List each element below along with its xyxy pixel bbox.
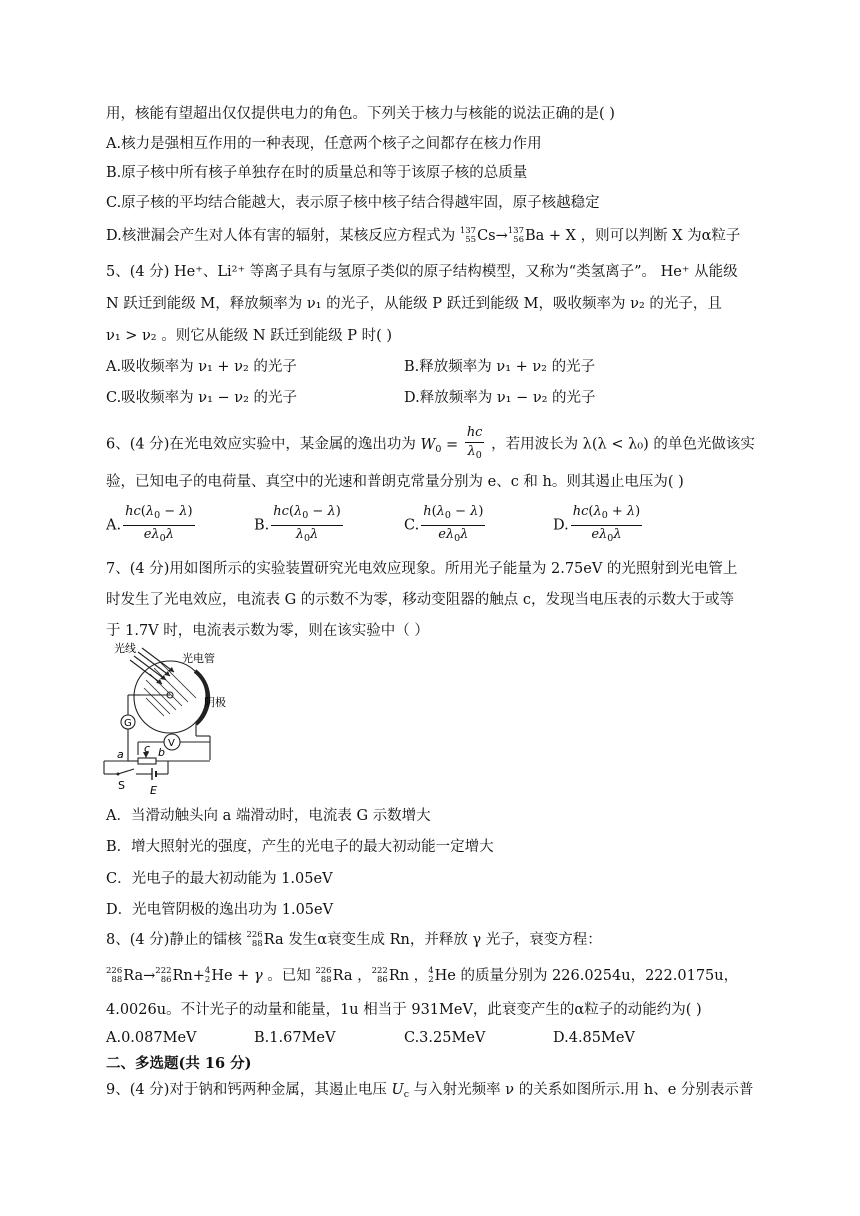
rheostat — [138, 758, 156, 764]
q6-line-2: 验，已知电子的电荷量、真空中的光速和普朗克常量分别为 e、c 和 h。则其遏止电压为( ) — [106, 474, 684, 490]
q7-line-1: 7、(4 分)用如图所示的实验装置研究光电效应现象。所用光子能量为 2.75eV 的光照射到光电管上 — [106, 561, 738, 577]
q4-option-c: C.原子核的平均结合能越大，表示原子核中核子结合得越牢固，原子核越稳定 — [106, 195, 600, 211]
q4-option-d — [106, 226, 740, 246]
q6-option-c: C. $\frac{h(\lambda_0 - \lambda)}{e\lambda_0\lambda}$ — [404, 504, 484, 544]
q6-line-1-post: ，若用波长为 λ(λ < λ₀) 的单色光做该实 — [491, 436, 755, 453]
switch-pivot — [117, 773, 120, 776]
light-ray — [138, 652, 170, 676]
q8-line-3: 4.0026u。不计光子的动量和能量，1u 相当于 931MeV，此衰变产生的α粒子的动能约为( ) — [106, 1002, 702, 1018]
q6-work-function: $W_0$ = $\frac{hc}{\lambda_0}$ — [420, 425, 483, 461]
q8-option-d: D.4.85MeV — [553, 1030, 635, 1046]
q5-option-c: C.吸收频率为 ν₁ − ν₂ 的光子 — [106, 390, 298, 406]
light-ray — [134, 656, 166, 680]
q8-option-c: C.3.25MeV — [404, 1030, 486, 1046]
light-ray — [142, 648, 174, 672]
q7-option-d: D．光电管阴极的逸出功为 1.05eV — [106, 902, 334, 918]
label-phototube: 光电管 — [182, 652, 215, 665]
q5-line-2: N 跃迁到能级 M，释放频率为 ν₁ 的光子，从能级 P 跃迁到能级 M，吸收频率为 ν₂ 的光子，且 — [106, 296, 722, 312]
q7-circuit-figure — [100, 640, 250, 800]
q8-option-b: B.1.67MeV — [254, 1030, 336, 1046]
q7-option-b: B．增大照射光的强度，产生的光电子的最大初动能一定增大 — [106, 839, 494, 855]
q4-option-d-pre: D.核泄漏会产生对人体有害的辐射，某核反应方程式为 — [106, 228, 456, 244]
q4-stem-tail: 用，核能有望超出仅仅提供电力的角色。下列关于核力与核能的说法正确的是( ) — [106, 106, 615, 122]
q6-line-1-pre: 6、(4 分)在光电效应实验中，某金属的逸出功为 — [106, 436, 416, 453]
section-title-multiple-choice: 二、多选题(共 16 分) — [106, 1055, 252, 1072]
q5-line-1: 5、(4 分) He⁺、Li²⁺ 等离子具有与氢原子类似的原子结构模型，又称为“类氢离子”。 He⁺ 从能级 — [106, 264, 738, 280]
q9-stopping-voltage-symbol: $U_c$ — [391, 1082, 410, 1100]
q5-option-d: D.释放频率为 ν₁ − ν₂ 的光子 — [404, 390, 596, 406]
label-cathode: 阴极 — [204, 696, 226, 709]
q8-nuclide-list: 226 88Ra ，222 86Rn ，4 2He — [315, 966, 456, 985]
q4-option-b: B.原子核中所有核子单独存在时的质量总和等于该原子核的总质量 — [106, 165, 528, 181]
label-v: V — [168, 738, 175, 749]
label-c: c — [144, 742, 151, 755]
q7-line-3: 于 1.7V 时，电流表示数为零，则在该实验中（ ） — [106, 623, 429, 639]
q5-option-a: A.吸收频率为 ν₁ + ν₂ 的光子 — [106, 359, 297, 375]
q8-decay-equation: 226 88Ra→222 86Rn+4 2He + γ — [106, 966, 263, 985]
q8-line-1: 8、(4 分)静止的镭核 226 88Ra 发生α衰变生成 Rn，并释放 γ 光子，衰变方程： — [106, 930, 602, 949]
q4-nuclear-equation: 137 55Cs→137 56Ba + X — [459, 226, 576, 245]
label-g: G — [124, 718, 132, 729]
q6-option-a: A. $\frac{hc(\lambda_0 - \lambda)}{e\lambda_0\lambda}$ — [106, 504, 193, 544]
switch — [118, 769, 134, 774]
label-light: 光线 — [114, 642, 136, 655]
label-b: b — [158, 746, 165, 759]
label-e: E — [150, 784, 157, 797]
q4-option-d-post: ，则可以判断 X 为α粒子 — [580, 228, 741, 244]
q5-option-b: B.释放频率为 ν₁ + ν₂ 的光子 — [404, 359, 596, 375]
q6-line-1 — [106, 424, 755, 469]
q7-option-a: A．当滑动触头向 a 端滑动时，电流表 G 示数增大 — [106, 808, 431, 824]
label-a: a — [117, 748, 124, 761]
q8-radium-symbol: 226 88Ra — [246, 930, 284, 949]
q4-option-a: A.核力是强相互作用的一种表现，任意两个核子之间都存在核力作用 — [106, 136, 542, 152]
q6-option-d: D. $\frac{hc(\lambda_0 + \lambda)}{e\lambda_0\lambda}$ — [553, 504, 641, 544]
q8-option-a: A.0.087MeV — [106, 1030, 197, 1046]
q8-line-2: 226 88Ra→222 86Rn+4 2He + γ 。已知 226 88Ra ，222 86Rn ，4 2He 的质量分别为 226.0254u，222.0175u， — [106, 966, 739, 985]
label-s: S — [118, 779, 125, 792]
q7-line-2: 时发生了光电效应，电流表 G 的示数不为零，移动变阻器的触点 c，发现当电压表的示数大于或等 — [106, 592, 735, 608]
q7-option-c: C．光电子的最大初动能为 1.05eV — [106, 871, 333, 887]
q5-line-3: ν₁ > ν₂ 。则它从能级 N 跃迁到能级 P 时( ) — [106, 328, 393, 344]
q9-line-1: 9、(4 分)对于钠和钙两种金属，其遏止电压 $U_c$ 与入射光频率 ν 的关系如图所示.用 h、e 分别表示普 — [106, 1082, 754, 1100]
q6-option-b: B. $\frac{hc(\lambda_0 - \lambda)}{\lambda_0\lambda}$ — [254, 504, 341, 544]
